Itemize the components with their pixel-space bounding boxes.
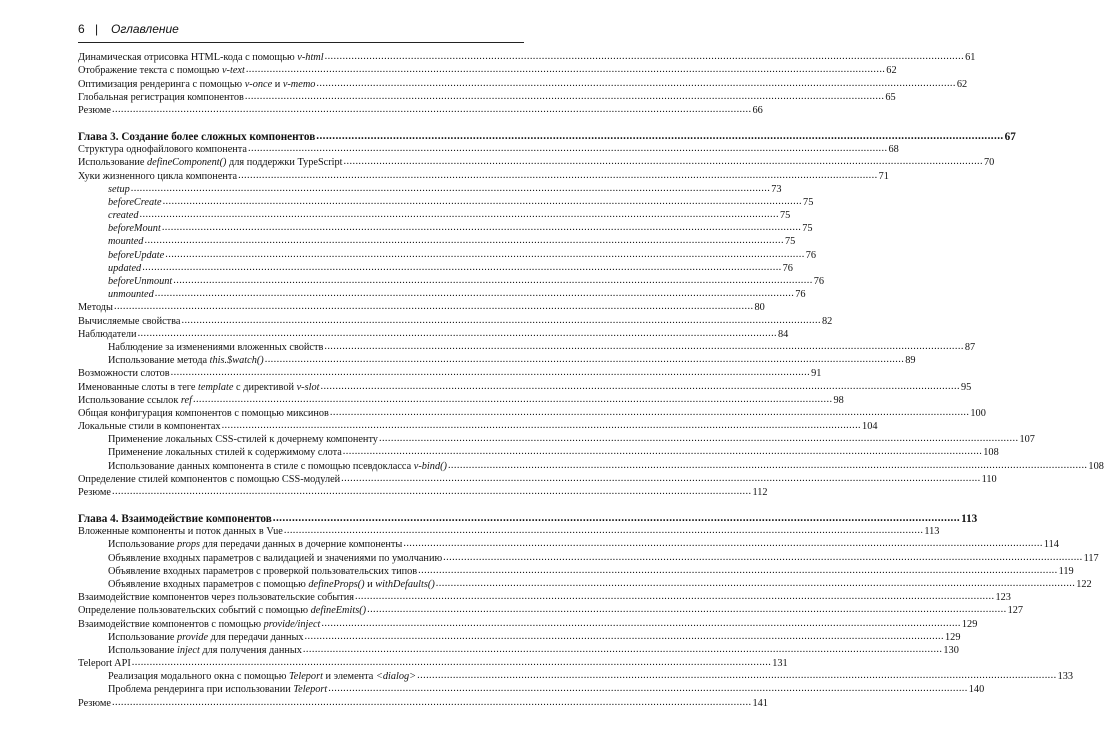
toc-entry-title: beforeUnmount	[108, 276, 173, 287]
toc-entry-title: Взаимодействие компонентов через пользовательские события	[78, 592, 354, 604]
toc-page-number: 66	[752, 104, 763, 116]
toc-entry-title: Взаимодействие компонентов с помощью provide/inject	[78, 618, 321, 630]
toc-entry[interactable]	[78, 235, 796, 248]
toc-entry[interactable]	[78, 275, 825, 288]
dot-leader	[316, 130, 1003, 142]
dot-leader	[330, 407, 969, 419]
toc-entry[interactable]	[78, 433, 1035, 446]
toc-page-number: 76	[782, 262, 793, 274]
toc-page-number: 75	[779, 210, 791, 222]
toc-entry[interactable]	[78, 196, 814, 209]
toc-entry-title: mounted	[108, 236, 144, 248]
toc-entry-title: Определение стилей компонентов с помощью CSS-модулей	[78, 473, 341, 485]
toc-page-number: 89	[905, 355, 916, 367]
dot-leader	[165, 249, 804, 261]
toc-page-number: 95	[960, 381, 972, 393]
dot-leader	[248, 143, 887, 155]
toc-page-number: 113	[961, 513, 978, 525]
toc-entry[interactable]	[78, 91, 896, 104]
toc-entry[interactable]	[78, 248, 817, 261]
dot-leader	[181, 315, 820, 327]
toc-page-number: 117	[1083, 552, 1099, 564]
toc-page-number: 114	[1043, 539, 1059, 551]
toc-entry-title: Объявление входных параметров с валидацией и значениями по умолчанию	[108, 552, 443, 564]
toc-entry-title: Реализация модального окна с помощью Teleport и элемента <dialog>	[108, 671, 417, 683]
toc-entry[interactable]	[78, 565, 1074, 578]
toc-page-number: 62	[886, 65, 897, 77]
dot-leader	[265, 354, 904, 366]
dot-leader	[144, 235, 783, 247]
toc-entry[interactable]	[78, 696, 768, 709]
toc-page-number: 84	[778, 328, 789, 340]
toc-entry-title: Хуки жизненного цикла компонента	[78, 170, 238, 182]
toc-page-number: 110	[981, 473, 997, 485]
toc-page-number: 107	[1019, 434, 1035, 446]
dot-leader	[436, 578, 1075, 590]
toc-entry-title: Глава 3. Создание более сложных компонентов	[78, 130, 316, 143]
dot-leader	[114, 301, 753, 313]
toc-entry[interactable]	[78, 657, 788, 670]
toc-entry[interactable]	[78, 591, 1011, 604]
toc-page-number: 129	[945, 631, 961, 643]
dot-leader	[140, 209, 779, 221]
dot-leader	[284, 525, 923, 537]
toc-entry-title: Вложенные компоненты и поток данных в Vue	[78, 526, 283, 538]
dot-leader	[379, 433, 1018, 445]
dot-leader	[448, 460, 1087, 472]
toc-entry[interactable]	[78, 394, 844, 407]
dot-leader	[418, 565, 1057, 577]
toc-entry[interactable]	[78, 77, 968, 90]
toc-entry[interactable]	[78, 380, 972, 393]
dot-leader	[320, 381, 959, 393]
dot-leader	[343, 446, 982, 458]
toc-entry-title: Возможности слотов	[78, 368, 170, 380]
toc-entry[interactable]	[78, 222, 813, 235]
toc-entry-title: created	[108, 210, 139, 222]
dot-leader	[173, 275, 812, 287]
toc-page-number: 108	[983, 447, 999, 459]
toc-entry-title: Общая конфигурация компонентов с помощью миксинов	[78, 407, 329, 419]
toc-entry-title: Использование inject для получения данных	[108, 644, 302, 656]
dot-leader	[325, 51, 964, 63]
toc-page-number: 123	[995, 592, 1011, 604]
toc-entry[interactable]	[78, 104, 763, 117]
toc-page-number: 73	[771, 183, 782, 195]
dot-leader	[138, 328, 777, 340]
toc-entry[interactable]	[78, 617, 978, 630]
toc-entry-title: Наблюдение за изменениями вложенных свойств	[108, 341, 324, 353]
toc-entry[interactable]	[78, 209, 791, 222]
toc-entry[interactable]	[78, 51, 976, 64]
toc-page-number: 98	[833, 394, 844, 406]
toc-page-number: 76	[813, 276, 825, 287]
dot-leader	[193, 394, 832, 406]
dot-leader	[222, 420, 861, 432]
header-separator: |	[95, 22, 99, 36]
toc-chapter[interactable]	[78, 128, 1016, 143]
dot-leader	[131, 183, 770, 195]
toc-entry-title: Применение локальных CSS-стилей к дочернему компоненту	[108, 434, 378, 446]
toc-entry[interactable]	[78, 486, 768, 499]
toc-page-number: 122	[1076, 578, 1092, 590]
toc-page-number: 80	[754, 302, 765, 314]
dot-leader	[321, 618, 960, 630]
dot-leader	[417, 670, 1056, 682]
toc-chapter[interactable]	[78, 510, 978, 525]
dot-leader	[443, 552, 1082, 564]
toc-page-number: 76	[795, 289, 806, 301]
dot-leader	[162, 222, 801, 234]
toc-entry[interactable]	[78, 301, 765, 314]
dot-leader	[245, 91, 884, 103]
toc-entry[interactable]	[78, 644, 959, 657]
toc-entry-title: Методы	[78, 302, 113, 314]
toc-entry[interactable]	[78, 525, 940, 538]
toc-entry-title: Наблюдатели	[78, 328, 137, 340]
toc-page-number: 130	[943, 644, 959, 656]
toc-page-number: 91	[811, 368, 822, 380]
toc-page-number: 133	[1057, 671, 1074, 683]
toc-entry[interactable]	[78, 288, 806, 301]
header-rule	[78, 42, 524, 43]
dot-leader	[341, 473, 980, 485]
dot-leader	[163, 196, 802, 208]
toc-entry[interactable]	[78, 446, 999, 459]
toc-page-number: 140	[968, 684, 985, 696]
toc-page-number: 82	[821, 315, 833, 327]
toc-entry[interactable]	[78, 459, 1104, 472]
dot-leader	[246, 64, 885, 76]
toc-entry-title: beforeUpdate	[108, 249, 165, 261]
page-number: 6	[78, 22, 85, 36]
toc-entry-title: Использование defineComponent() для поддержки TypeScript	[78, 157, 343, 169]
toc-entry-title: Глава 4. Взаимодействие компонентов	[78, 513, 272, 525]
dot-leader	[155, 288, 794, 300]
toc-page-number: 127	[1007, 605, 1024, 617]
dot-leader	[303, 644, 942, 656]
toc-entry[interactable]	[78, 683, 985, 696]
dot-leader	[355, 591, 994, 603]
toc-entry-title: Резюме	[78, 104, 111, 116]
toc-entry-title: Использование данных компонента в стиле с помощью псевдокласса v-bind()	[108, 460, 447, 472]
toc-page-number: 70	[984, 157, 995, 169]
toc-page-number: 119	[1058, 565, 1074, 577]
page-header	[78, 19, 524, 43]
toc-entry[interactable]	[78, 670, 1074, 683]
toc-page-number: 62	[956, 78, 968, 90]
toc-entry-title: Использование props для передачи данных в дочерние компоненты	[108, 539, 403, 551]
dot-leader	[305, 631, 944, 643]
dot-leader	[328, 683, 967, 695]
toc-entry-title: Использование ссылок ref	[78, 394, 192, 406]
toc-entry[interactable]	[78, 473, 997, 486]
toc-entry-title: updated	[108, 262, 142, 274]
toc-entry[interactable]	[78, 407, 986, 420]
toc-entry-title: Глобальная регистрация компонентов	[78, 91, 244, 103]
toc-entry-title: Применение локальных стилей к содержимому слота	[108, 447, 342, 459]
dot-leader	[142, 262, 781, 274]
toc-entry[interactable]	[78, 604, 1024, 617]
toc-gap	[78, 499, 524, 510]
toc-entry-title: setup	[108, 183, 130, 195]
toc-page-number: 104	[862, 421, 878, 433]
toc-page-number: 71	[878, 170, 889, 182]
toc-entry[interactable]	[78, 262, 793, 275]
dot-leader	[273, 512, 960, 524]
toc-page-number: 112	[752, 487, 768, 498]
dot-leader	[316, 78, 955, 90]
toc-page-number: 87	[964, 341, 976, 353]
toc-page-number: 75	[802, 223, 813, 235]
toc-entry-title: Определение пользовательских событий с помощью defineEmits()	[78, 605, 367, 617]
toc-entry[interactable]	[78, 143, 899, 156]
toc-entry[interactable]	[78, 551, 1099, 564]
toc-entry-title: Объявление входных параметров с проверкой пользовательских типов	[108, 565, 418, 577]
toc-entry-title: Динамическая отрисовка HTML-кода с помощью v-html	[78, 52, 324, 64]
toc-entry-title: Резюме	[78, 487, 111, 498]
toc-entry[interactable]	[78, 631, 961, 644]
dot-leader	[112, 104, 751, 116]
running-title: Оглавление	[111, 22, 179, 36]
dot-leader	[324, 341, 963, 353]
toc-entry-title: Структура однофайлового компонента	[78, 144, 248, 156]
toc-entry[interactable]	[78, 354, 916, 367]
toc-page-number: 68	[888, 144, 899, 156]
toc-entry-title: Teleport API	[78, 658, 131, 670]
toc-entry-title: Именованные слоты в теге template с директивой v-slot	[78, 381, 320, 393]
toc-page-number: 141	[752, 697, 768, 709]
dot-leader	[403, 538, 1042, 550]
dot-leader	[112, 697, 751, 709]
toc-entry[interactable]	[78, 169, 889, 182]
toc-entry-title: Использование метода this.$watch()	[108, 355, 264, 367]
toc-entry-title: Вычисляемые свойства	[78, 315, 181, 327]
toc-entry[interactable]	[78, 314, 833, 327]
dot-leader	[238, 170, 877, 182]
toc-page-number: 75	[803, 196, 814, 208]
toc-page-number: 131	[772, 658, 788, 670]
toc-entry-title: Отображение текста с помощью v-text	[78, 65, 245, 77]
toc-entry[interactable]	[78, 420, 878, 433]
toc-entry-title: Резюме	[78, 697, 111, 709]
toc-entry-title: Использование provide для передачи данных	[108, 631, 304, 643]
toc-page-number: 76	[805, 249, 817, 261]
toc-entry[interactable]	[78, 156, 995, 169]
toc-entry[interactable]	[78, 328, 789, 341]
toc-page-number: 108	[1088, 460, 1104, 472]
toc-page-number: 67	[1004, 130, 1016, 143]
toc-page-number: 65	[885, 91, 896, 103]
toc-entry-title: Локальные стили в компонентах	[78, 421, 221, 433]
toc-gap	[78, 117, 524, 128]
toc-entry-title: Проблема рендеринга при использовании Teleport	[108, 684, 328, 696]
toc-entry[interactable]	[78, 183, 782, 196]
table-of-contents	[78, 51, 1104, 710]
toc-entry-title: Объявление входных параметров с помощью defineProps() и withDefaults()	[108, 578, 435, 590]
toc-page-number: 61	[965, 52, 976, 64]
toc-entry[interactable]	[78, 538, 1059, 551]
toc-entry-title: beforeCreate	[108, 196, 162, 208]
toc-entry[interactable]	[78, 367, 822, 380]
toc-page-number: 113	[924, 526, 940, 538]
dot-leader	[171, 367, 810, 379]
toc-page-number: 100	[970, 407, 986, 419]
toc-page-number: 75	[784, 236, 796, 248]
toc-entry[interactable]	[78, 64, 897, 77]
toc-entry[interactable]	[78, 578, 1092, 591]
dot-leader	[367, 604, 1006, 616]
toc-page-number: 129	[961, 618, 978, 630]
dot-leader	[112, 486, 751, 498]
toc-entry-title: Оптимизация рендеринга с помощью v-once и v-memo	[78, 78, 316, 90]
toc-entry-title: beforeMount	[108, 223, 161, 235]
dot-leader	[344, 156, 983, 168]
toc-entry[interactable]	[78, 341, 976, 354]
toc-entry-title: unmounted	[108, 289, 154, 301]
dot-leader	[132, 657, 771, 669]
